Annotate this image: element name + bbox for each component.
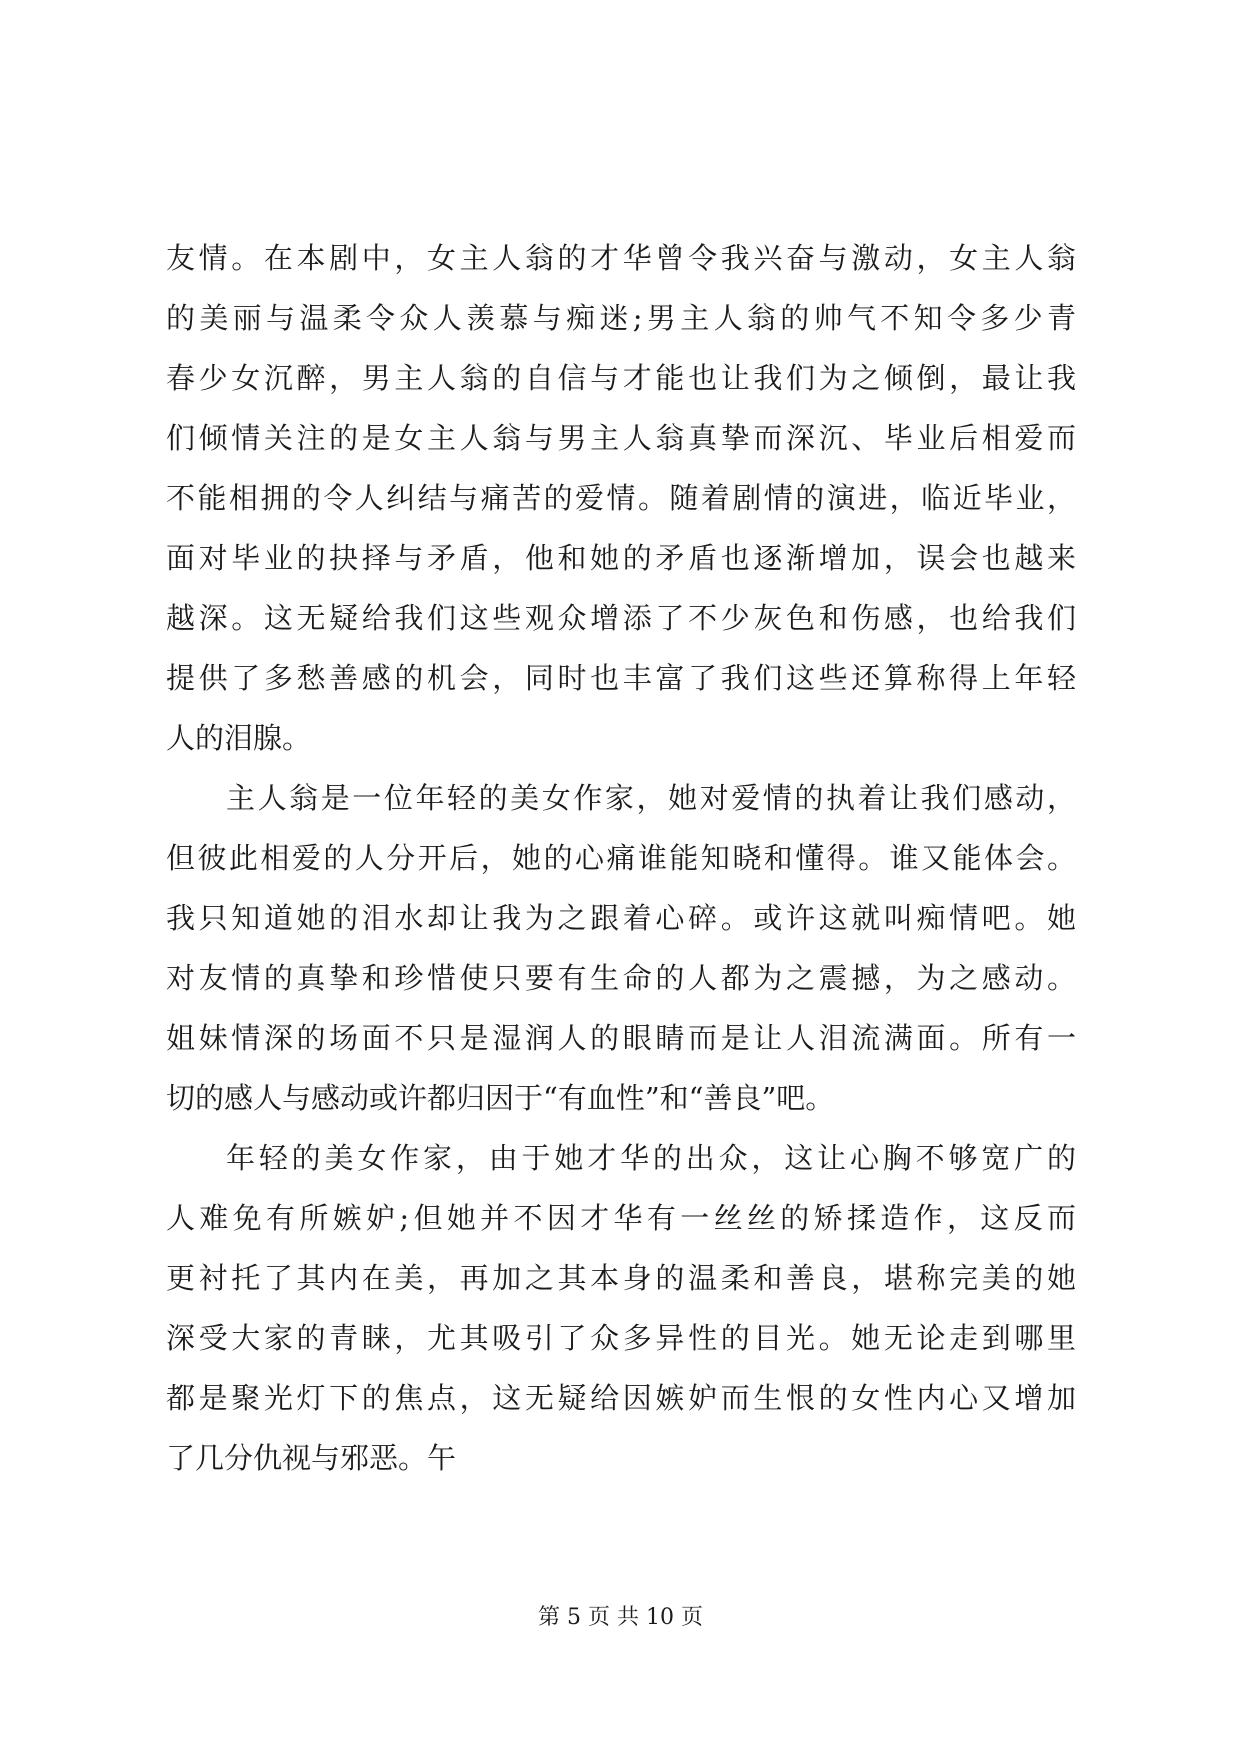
- text-line: 但彼此相爱的人分开后，她的心痛谁能知晓和懂得。谁又能体会。: [166, 841, 1076, 875]
- text-line: 人难免有所嫉妒;但她并不因才华有一丝丝的矫揉造作，这反而: [166, 1201, 1076, 1235]
- text-line: 提供了多愁善感的机会，同时也丰富了我们这些还算称得上年轻: [166, 661, 1076, 695]
- text-line: 面对毕业的抉择与矛盾，他和她的矛盾也逐渐增加，误会也越来: [166, 541, 1076, 575]
- text-line: 不能相拥的令人纠结与痛苦的爱情。随着剧情的演进，临近毕业，: [166, 481, 1076, 515]
- paragraph-2: [166, 768, 1076, 1128]
- text-line: 姐妹情深的场面不只是湿润人的眼睛而是让人泪流满面。所有一: [166, 1021, 1076, 1055]
- text-line: 主人翁是一位年轻的美女作家，她对爱情的执着让我们感动，: [226, 781, 1076, 815]
- text-line: 我只知道她的泪水却让我为之跟着心碎。或许这就叫痴情吧。她: [166, 901, 1076, 935]
- text-line: 都是聚光灯下的焦点，这无疑给因嫉妒而生恨的女性内心又增加: [166, 1381, 1076, 1415]
- text-line: 人的泪腺。: [166, 721, 312, 755]
- body-text: [166, 228, 1076, 1488]
- text-line: 友情。在本剧中，女主人翁的才华曾令我兴奋与激动，女主人翁: [166, 241, 1076, 275]
- paragraph-1: [166, 228, 1076, 768]
- text-line: 切的感人与感动或许都归因于“有血性”和“善良”吧。: [166, 1081, 835, 1115]
- text-line: 年轻的美女作家，由于她才华的出众，这让心胸不够宽广的: [226, 1141, 1076, 1175]
- text-line: 深受大家的青睐，尤其吸引了众多异性的目光。她无论走到哪里: [166, 1321, 1076, 1355]
- text-line: 越深。这无疑给我们这些观众增添了不少灰色和伤感，也给我们: [166, 601, 1076, 635]
- paragraph-3: [166, 1128, 1076, 1488]
- text-line: 春少女沉醉，男主人翁的自信与才能也让我们为之倾倒，最让我: [166, 361, 1076, 395]
- text-line: 的美丽与温柔令众人羡慕与痴迷;男主人翁的帅气不知令多少青: [166, 301, 1076, 335]
- page-number-label: 第 5 页 共 10 页: [538, 1605, 703, 1630]
- text-line: 了几分仇视与邪恶。午: [166, 1441, 457, 1475]
- text-line: 们倾情关注的是女主人翁与男主人翁真挚而深沉、毕业后相爱而: [166, 421, 1076, 455]
- page-footer: [0, 1600, 1241, 1631]
- text-line: 对友情的真挚和珍惜使只要有生命的人都为之震撼，为之感动。: [166, 961, 1076, 995]
- text-line: 更衬托了其内在美，再加之其本身的温柔和善良，堪称完美的她: [166, 1261, 1076, 1295]
